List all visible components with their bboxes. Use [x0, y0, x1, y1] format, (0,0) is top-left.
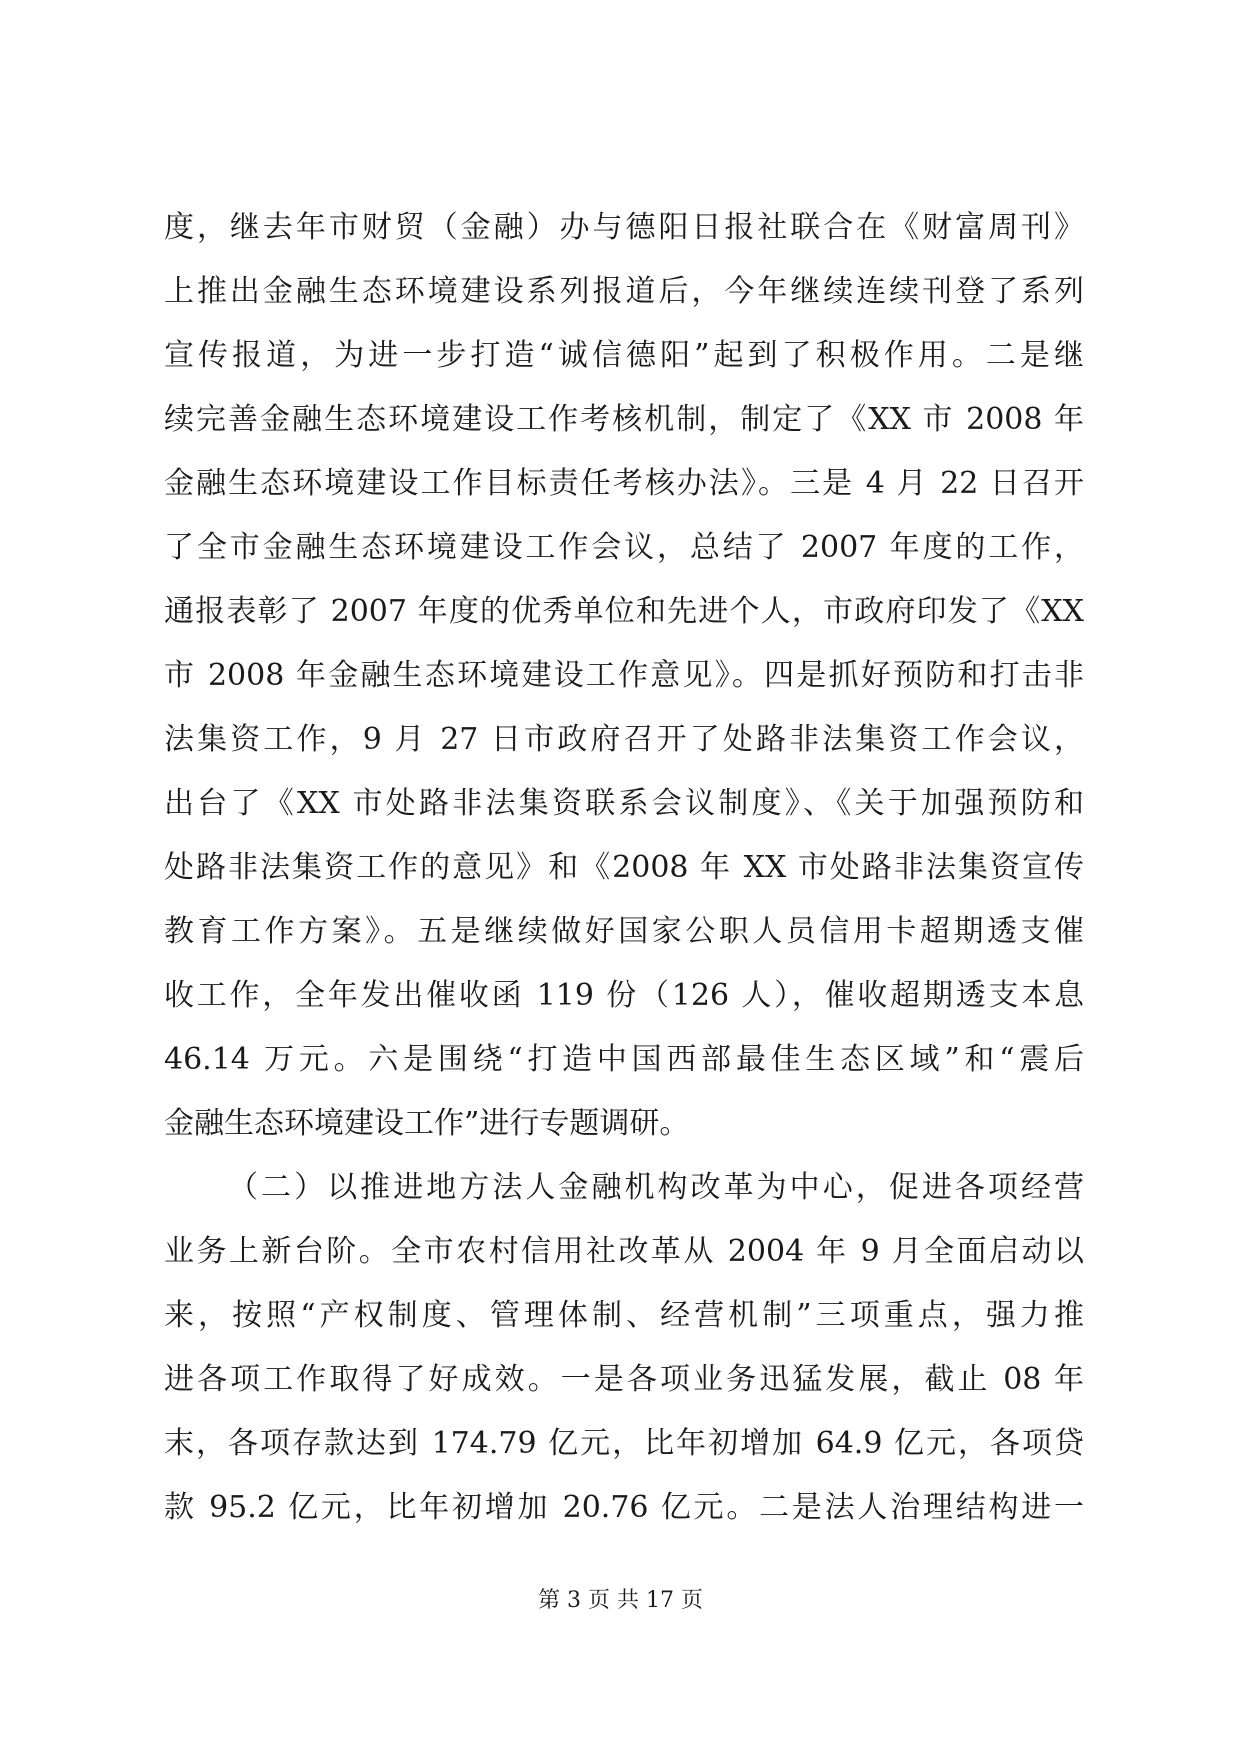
text-line: 上推出金融生态环境建设系列报道后，今年继续连续刊登了系列	[164, 274, 1084, 309]
text-line: 来，按照“产权制度、管理体制、经营机制”三项重点，强力推	[164, 1298, 1084, 1333]
text-line: 了全市金融生态环境建设工作会议，总结了 2007 年度的工作，	[164, 530, 1084, 565]
text-line: 宣传报道，为进一步打造“诚信德阳”起到了积极作用。二是继	[164, 338, 1084, 373]
section-heading-line: （二）以推进地方法人金融机构改革为中心，促进各项经营	[228, 1170, 1084, 1205]
text-line: 业务上新台阶。全市农村信用社改革从 2004 年 9 月全面启动以	[164, 1234, 1084, 1269]
text-line: 款 95.2 亿元，比年初增加 20.76 亿元。二是法人治理结构进一	[164, 1490, 1084, 1525]
text-line: 市 2008 年金融生态环境建设工作意见》。四是抓好预防和打击非	[164, 658, 1084, 693]
text-line: 收工作，全年发出催收函 119 份（126 人），催收超期透支本息	[164, 978, 1084, 1013]
text-line: 度，继去年市财贸（金融）办与德阳日报社联合在《财富周刊》	[164, 210, 1084, 245]
text-line: 金融生态环境建设工作”进行专题调研。	[164, 1106, 690, 1141]
text-line: 处路非法集资工作的意见》和《2008 年 XX 市处路非法集资宣传	[164, 850, 1084, 885]
document-body	[164, 196, 1084, 1540]
text-line: 进各项工作取得了好成效。一是各项业务迅猛发展，截止 08 年	[164, 1362, 1084, 1397]
text-line: 金融生态环境建设工作目标责任考核办法》。三是 4 月 22 日召开	[164, 466, 1084, 501]
text-line: 46.14 万元。六是围绕“打造中国西部最佳生态区域”和“震后	[164, 1042, 1084, 1077]
text-line: 出台了《XX 市处路非法集资联系会议制度》、《关于加强预防和	[164, 786, 1084, 821]
text-line: 末，各项存款达到 174.79 亿元，比年初增加 64.9 亿元，各项贷	[164, 1426, 1084, 1461]
text-line: 教育工作方案》。五是继续做好国家公职人员信用卡超期透支催	[164, 914, 1084, 949]
page-number-footer: 第 3 页 共 17 页	[538, 1588, 703, 1613]
text-line: 通报表彰了 2007 年度的优秀单位和先进个人，市政府印发了《XX	[164, 594, 1084, 629]
text-line: 法集资工作，9 月 27 日市政府召开了处路非法集资工作会议，	[164, 722, 1084, 757]
text-line: 续完善金融生态环境建设工作考核机制，制定了《XX 市 2008 年	[164, 402, 1084, 437]
